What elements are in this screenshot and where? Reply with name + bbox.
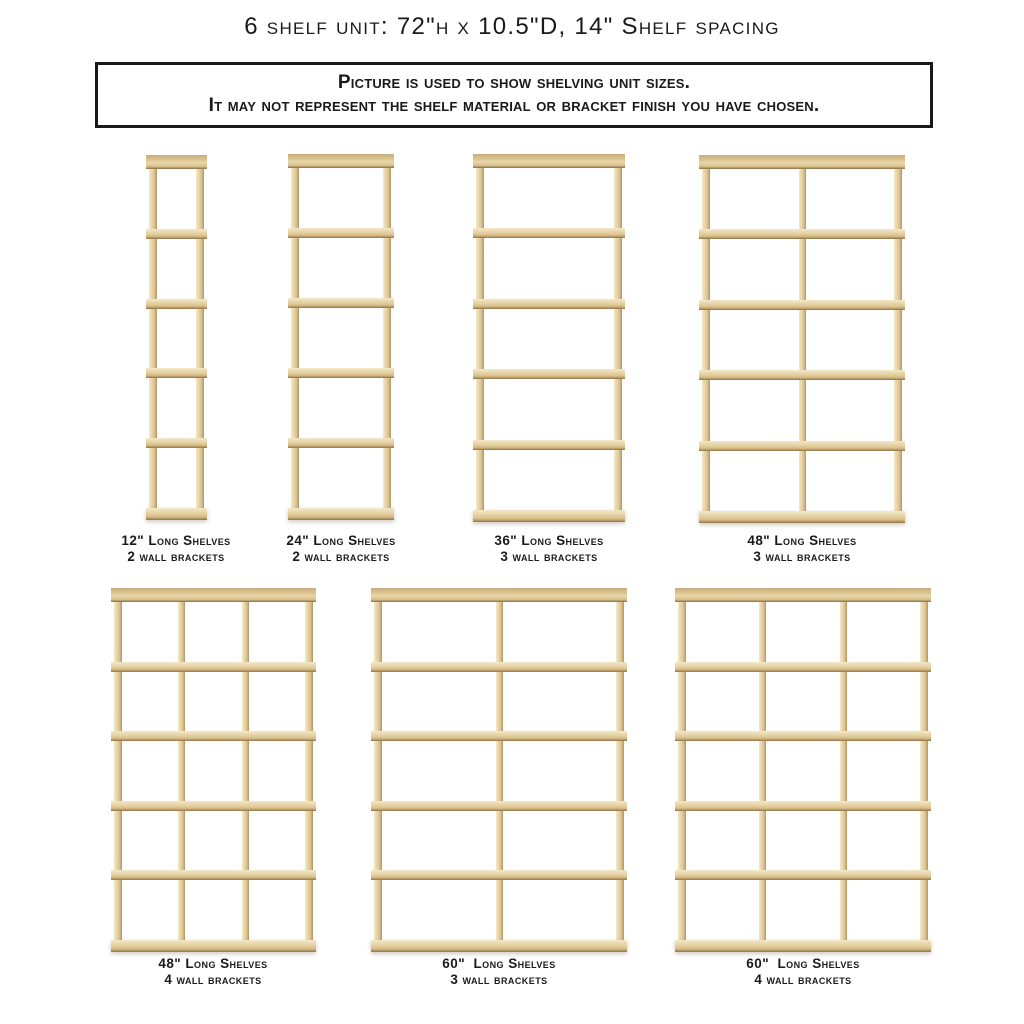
unit-label-line1: 12" Long Shelves [121,533,231,548]
shelf-board [675,870,931,880]
unit-label-line1: 36" Long Shelves [494,533,604,548]
shelf-post [305,591,313,950]
shelf-post [759,591,766,950]
unit-60in-3brackets [374,588,624,952]
unit-label [683,956,923,987]
shelf-post [496,591,503,950]
unit-label-line2: 3 wall brackets [450,971,548,987]
unit-label [429,533,669,564]
shelf-board [146,299,207,309]
shelf-board [288,508,394,520]
shelf-board [371,588,627,602]
shelf-board [473,369,625,379]
shelf-board [146,229,207,239]
shelf-board [288,228,394,238]
shelf-board [473,228,625,238]
shelf-post [476,157,484,520]
shelf-board [699,511,905,523]
shelf-board [146,508,207,520]
unit-label-line2: 3 wall brackets [500,548,598,564]
notice-line2: It may not represent the shelf material or bracket finish you have chosen. [208,95,820,116]
shelf-board [699,370,905,380]
shelf-board [675,731,931,741]
notice-line1: Picture is used to show shelving unit sizes. [337,72,691,93]
shelf-board [111,662,316,672]
shelf-post [840,591,847,950]
shelf-board [146,438,207,448]
unit-label [221,533,461,564]
shelf-board [288,298,394,308]
unit-label-line2: 2 wall brackets [127,548,225,564]
shelf-board [699,229,905,239]
unit-label-line1: 24" Long Shelves [286,533,396,548]
unit-24in-2brackets [291,154,391,520]
shelf-post [114,591,122,950]
shelf-board [699,155,905,169]
unit-12in-2brackets [149,155,204,520]
shelf-post [702,158,710,521]
shelf-board [371,801,627,811]
page-title: 6 shelf unit: 72"h x 10.5"D, 14" Shelf spacing [244,13,780,40]
shelf-post [196,158,204,518]
shelf-board [371,870,627,880]
shelf-post [374,591,382,950]
unit-label [93,956,333,987]
unit-48in-3brackets [702,155,902,523]
shelf-board [288,368,394,378]
shelf-board [473,299,625,309]
shelf-board [146,368,207,378]
unit-label-line1: 48" Long Shelves [158,956,268,971]
shelf-board [699,300,905,310]
shelf-board [675,662,931,672]
shelf-board [111,801,316,811]
shelf-board [111,588,316,602]
shelf-board [146,155,207,169]
shelf-post [178,591,185,950]
unit-label [379,956,619,987]
shelf-board [473,510,625,522]
unit-label-line1: 60" Long Shelves [746,956,860,971]
shelf-board [473,154,625,168]
shelf-board [675,801,931,811]
shelf-post [614,157,622,520]
unit-60in-4brackets [678,588,928,952]
shelf-board [675,588,931,602]
shelf-board [288,154,394,168]
shelf-board [111,731,316,741]
shelf-board [675,940,931,952]
shelf-post [678,591,686,950]
shelf-board [371,940,627,952]
unit-label-line1: 48" Long Shelves [747,533,857,548]
shelf-post [242,591,249,950]
shelf-board [111,870,316,880]
unit-label-line1: 60" Long Shelves [442,956,556,971]
shelf-post [894,158,902,521]
shelf-post [291,157,299,518]
shelf-board [699,441,905,451]
shelf-board [473,440,625,450]
unit-label-line2: 3 wall brackets [753,548,851,564]
unit-label-line2: 4 wall brackets [754,971,852,987]
unit-36in-3brackets [476,154,622,522]
unit-48in-4brackets [114,588,313,952]
unit-label-line2: 4 wall brackets [164,971,262,987]
shelf-post [149,158,157,518]
shelf-post [383,157,391,518]
unit-label-line2: 2 wall brackets [292,548,390,564]
unit-label [682,533,922,564]
shelf-post [616,591,624,950]
shelf-post [920,591,928,950]
shelf-board [371,662,627,672]
shelf-board [288,438,394,448]
shelf-board [111,940,316,952]
shelf-board [371,731,627,741]
shelf-post [799,158,806,521]
